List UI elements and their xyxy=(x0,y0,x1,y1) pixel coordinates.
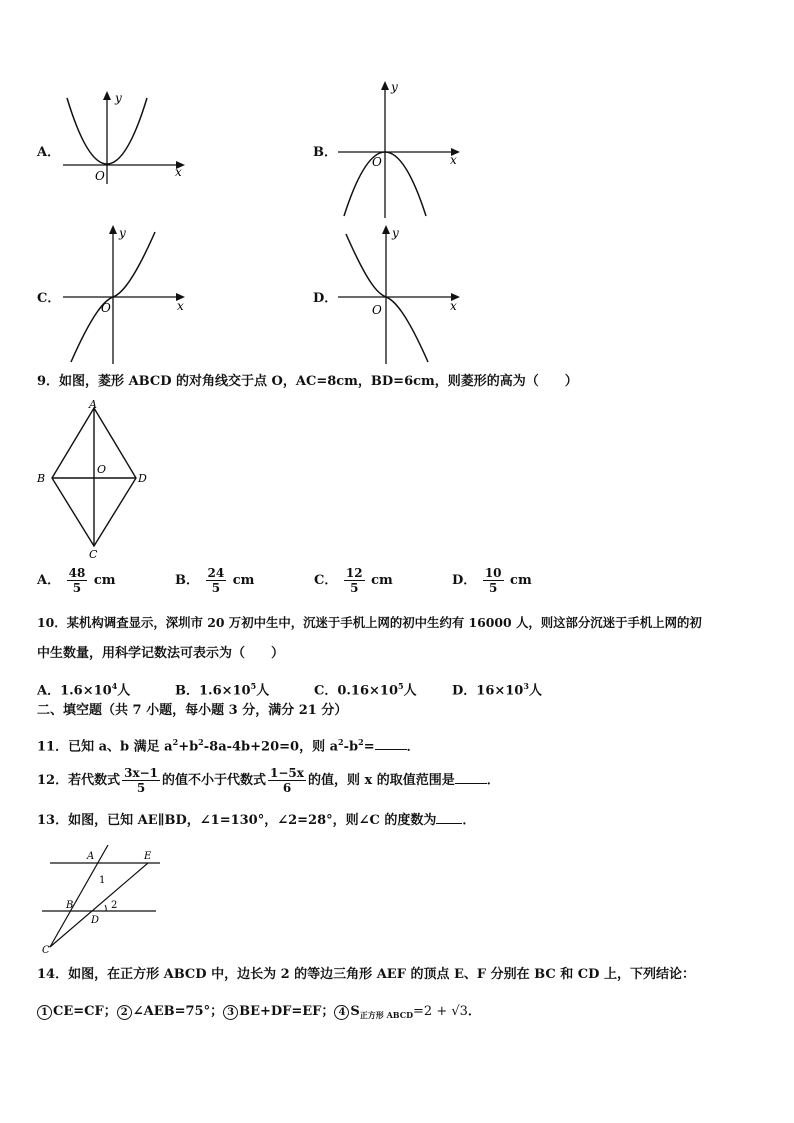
q10-text-line1: 10．某机构调查显示，深圳市 20 万初中生中，沉迷于手机上网的初中生约有 16000 人，则这部分沉迷于手机上网的初 xyxy=(37,615,702,630)
option-fraction: $\frac{12}{5}$ xyxy=(345,566,363,595)
x-label: x xyxy=(175,165,182,179)
conclusion-1-marker: 1 xyxy=(37,1005,52,1020)
y-label: y xyxy=(392,226,399,240)
conclusion-4-marker: 4 xyxy=(334,1005,349,1020)
option-unit: cm xyxy=(93,573,116,588)
option-label: A． xyxy=(37,573,61,588)
point-b-label: B xyxy=(66,900,74,911)
q10-option-a: A．$1.6\times 10^4$人 xyxy=(37,681,131,699)
q14-conclusions: 1 CE=CF； 2 ∠AEB=75°； 3 BE+DF=EF； 4 $S_{正方形 ABCD}=2 + √3$． xyxy=(37,1003,481,1024)
y-axis-arrow xyxy=(109,225,117,234)
y-axis-arrow xyxy=(103,91,111,100)
origin-label: O xyxy=(95,169,105,183)
origin-label: O xyxy=(372,155,382,169)
q14-text: 14．如图，在正方形 ABCD 中，边长为 2 的等边三角形 AEF 的顶点 E、F 分别在 BC 和 CD 上，下列结论： xyxy=(37,967,695,982)
x-label: x xyxy=(177,299,184,313)
point-a-label: A xyxy=(87,851,95,862)
conclusion-3-marker: 3 xyxy=(223,1005,238,1020)
q10-option-d: D．$16\times 10^3$人 xyxy=(452,681,542,699)
conclusion-2-marker: 2 xyxy=(117,1005,132,1020)
option-unit: cm xyxy=(510,573,532,588)
line-a-c xyxy=(50,845,108,947)
option-fraction: $\frac{24}{5}$ xyxy=(207,566,225,595)
q11-text: 11．已知 a、b 满足 $a^2+b^2-8a-4b+20=0$，则 $a^2-b^2=$ ． xyxy=(37,737,420,755)
graph-option-c xyxy=(55,222,195,364)
y-label: y xyxy=(119,226,126,240)
center-o-label: O xyxy=(97,463,107,476)
y-label: y xyxy=(391,80,398,94)
angle-1-label: 1 xyxy=(99,875,106,886)
q13-parallel-lines-figure xyxy=(36,845,166,957)
q13-answer-blank[interactable] xyxy=(436,811,462,824)
point-e-label: E xyxy=(144,851,152,862)
option-unit: cm xyxy=(371,573,393,588)
vertex-b-label: B xyxy=(37,472,46,485)
x-label: x xyxy=(450,153,457,167)
origin-label: O xyxy=(101,301,111,315)
q9-option-c xyxy=(314,566,393,595)
y-axis-arrow xyxy=(381,81,389,90)
option-label: C． xyxy=(314,573,338,588)
y-axis-arrow xyxy=(382,225,390,234)
option-label: B． xyxy=(175,573,199,588)
option-fraction: $\frac{48}{5}$ xyxy=(68,566,86,595)
graph-option-a-label: A． xyxy=(37,145,61,160)
q9-rhombus-figure xyxy=(34,398,154,564)
q9-option-a xyxy=(37,566,116,595)
vertex-c-label: C xyxy=(89,548,98,561)
q13-text: 13．如图，已知 AE∥BD，∠1=130°，∠2=28°，则∠C 的度数为 ． xyxy=(37,813,476,828)
origin-label: O xyxy=(372,303,382,317)
option-fraction: $\frac{10}{5}$ xyxy=(484,566,502,595)
option-unit: cm xyxy=(232,573,255,588)
graph-option-d xyxy=(330,222,470,364)
section-2-title: 二、填空题（共 7 小题，每小题 3 分，满分 21 分） xyxy=(37,703,348,718)
graph-option-d-label: D． xyxy=(313,291,338,306)
q9-option-b xyxy=(175,566,254,595)
q10-option-b: B．$1.6\times 10^5$人 xyxy=(175,681,270,699)
graph-option-b xyxy=(330,78,470,218)
graph-option-b-label: B． xyxy=(313,145,337,160)
graph-option-a xyxy=(55,88,195,184)
point-c-label: C xyxy=(42,945,50,956)
cubic-curve xyxy=(346,234,428,362)
vertex-a-label: A xyxy=(89,398,97,411)
y-label: y xyxy=(115,91,122,105)
q12-text: 12．若代数式 $\frac{3x-1}{5}$ 的值不小于代数式 $\frac{1-5x}{6}$ 的值，则 x 的取值范围是 ． xyxy=(37,766,500,795)
q10-option-c: C．$0.16\times 10^5$人 xyxy=(314,681,417,699)
q11-answer-blank[interactable] xyxy=(375,737,407,750)
q12-fraction-1: $\frac{3x-1}{5}$ xyxy=(124,766,159,795)
point-d-label: D xyxy=(91,915,100,926)
q12-answer-blank[interactable] xyxy=(455,771,487,784)
q9-text: 9．如图，菱形 ABCD 的对角线交于点 O，AC=8cm，BD=6cm，则菱形的高为（ ） xyxy=(37,374,578,389)
vertex-d-label: D xyxy=(138,472,147,485)
q9-option-d xyxy=(452,566,532,595)
graph-option-c-label: C． xyxy=(37,291,61,306)
angle-2-arc xyxy=(105,905,106,911)
option-label: D． xyxy=(452,573,477,588)
x-label: x xyxy=(450,299,457,313)
q12-fraction-2: $\frac{1-5x}{6}$ xyxy=(270,766,304,795)
q10-text-line2: 中生数量，用科学记数法可表示为（ ） xyxy=(37,646,285,661)
angle-2-label: 2 xyxy=(111,900,118,911)
